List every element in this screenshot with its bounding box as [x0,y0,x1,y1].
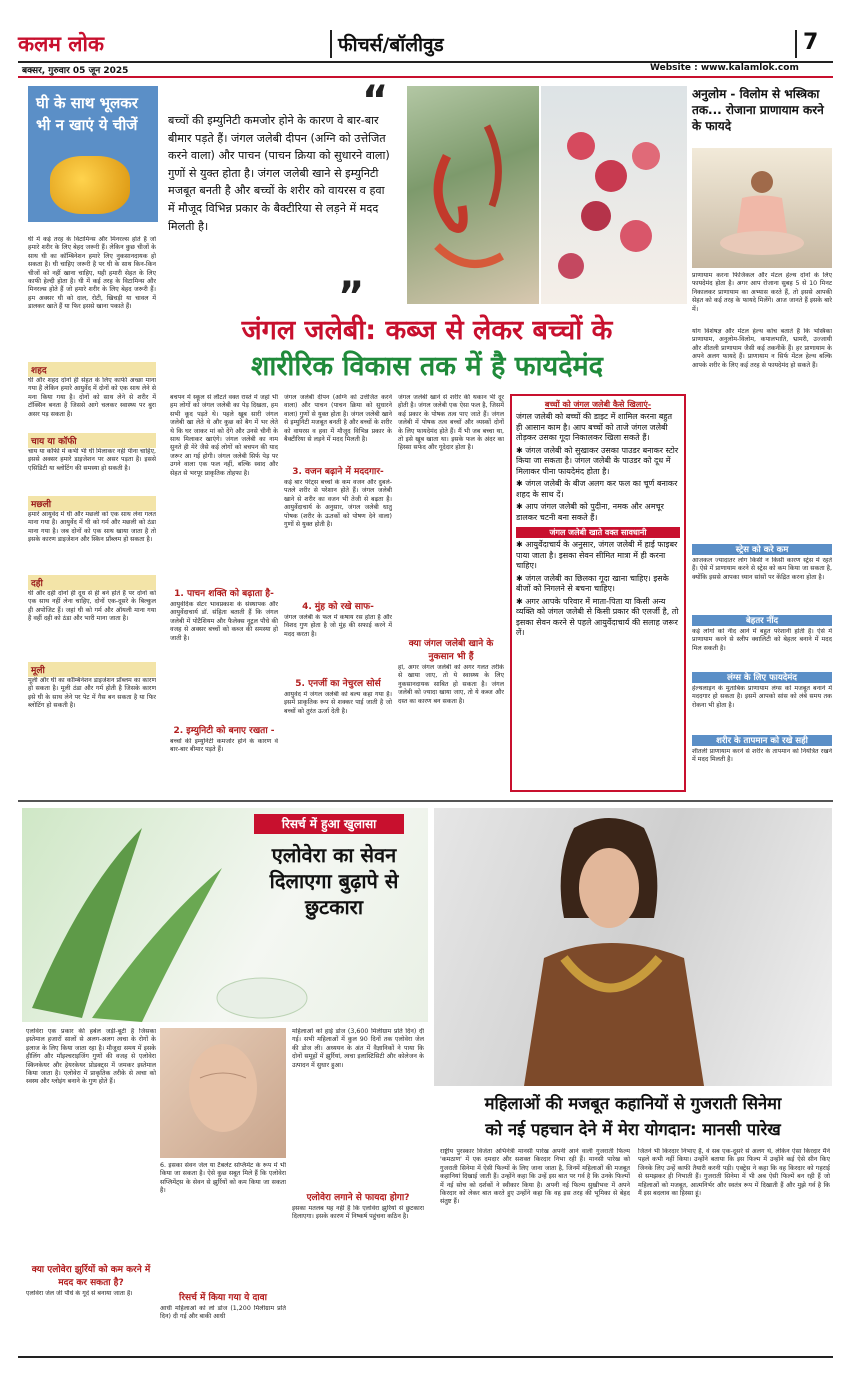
quote-open-icon: “ [362,78,389,124]
yoga-illustration [692,148,832,268]
section-body: कई लोगों को नींद आने में बहुत परेशानी होती है। ऐसे में प्राणायाम करने से स्लीप क्वालिटी को बेहतर बनाने में मदद मिल सकती है। [692,628,832,652]
section-body: चाय या कॉफी में कभी भी घी मिलाकर नहीं पीना चाहिए, इससे अक्सर हमारे डाइजेशन पर असर पड़ता है। इससे एसिडिटी या ब्लोटिंग की समस्या हो सकती है। [28,448,156,472]
box-subheading: जंगल जलेबी खाते वक्त सावधानी [516,527,680,538]
mansi-headline-line2: को नई पहचान देने में मेरा योगदान: मानसी पारेख [485,1120,781,1139]
face-illustration [160,1028,286,1158]
box-intro: जंगल जलेबी को बच्चों की डाइट में शामिल करना बहुत ही आसान काम है। आप बच्चों को ताजे जंगल जलेबी तोड़कर उसका गूदा निकालकर खिला सकते हैं। [516,412,673,442]
subheading: 1. पाचन शक्ति को बढ़ाता है- [174,589,274,599]
section-heading: बेहतर नींद [692,615,832,626]
section-heading: स्ट्रेस को करे कम [692,544,832,555]
subheading: 5. एनर्जी का नेचुरल सोर्स [295,679,381,689]
section-body: हेल्थलाइन के मुताबिक प्राणायाम लंग्स को मजबूत बनाने में मददगार हो सकता है। इसमें आपको सांस को लंबे समय तक रोकना भी होता है। [692,685,832,709]
box-item: ✱ जंगल जलेबी को सुखाकर उसका पाउडर बनाकर स्टोर किया जा सकता है। जंगल जलेबी के पाउडर को दूध में मिलाकर पीना फायदेमंद होता है। [516,445,679,476]
body-text: बच्चों की इम्युनिटी कमजोर होने के कारण वे बार-बार बीमार पड़ते हैं। [170,738,278,754]
section-body: मूली और घी का कॉम्बिनेशन डाइजेशन प्रॉब्लम का कारण हो सकता है। मूली ठंडा और गर्म होती है जिसके कारण इसे घी के साथ लेने पर पेट में गैस बन सकता है या फिर ब्लोटिंग हो सकती है। [28,677,156,710]
body-text: आयुर्वेदिक सेंटर भावप्रकाश के संस्थापक और आयुर्वेदाचार्य डॉ. संहिता बताती हैं कि जंगल जलेबी में पोटैशियम और फैलेक्स नूट्रल पौधे की वजह से अक्सर बच्चों को कब्ज की समस्या हो जाती है। [170,601,278,642]
divider [795,30,797,58]
body-text: कई बार पेरेंट्स बच्चों के कम वजन और दुबले-पतले शरीर से परेशान होते हैं। जंगल जलेबी खाने से शरीर का वजन भी तेजी से बढ़ता है। आयुर्वेदाचार्य के अनुसार, जंगल जलेबी धातु पोषक (शरीर के ऊतकों को पोषण देने वाला) गुणों से युक्त होती है। [284,479,392,529]
divider [18,800,833,802]
website-link[interactable]: Website : www.kalamlok.com [650,63,799,73]
ghee-sections [28,362,156,802]
divider [18,1356,833,1358]
jalebi-headline-line2: शारीरिक विकास तक में है फायदेमंद [250,351,604,382]
ghee-photo [50,156,130,214]
tips-box [510,394,686,792]
section-body: घी और शहद दोनों ही सेहत के लिए काफी अच्छा माना गया है लेकिन हमारे आयुर्वेद में दोनों को एक साथ लेने से मना किया गया है। दोनों को साथ लेने से शरीर में टॉक्सिन बनता है जिससे आगे चलकर स्वास्थ्य पर बुरा असर पड़ सकता है। [28,377,156,418]
jalebi-col1 [170,394,278,790]
ghee-headline: घी के साथ भूलकर भी न खाएं ये चीजें [36,94,138,134]
body-text: बचपन में स्कूल से लौटते वक्त रास्ते में जहां भी हम लोगों को जंगल जलेबी का पेड़ दिखता, हम सभी कूद पड़ते थे। पहले खूब सारी जंगल जलेबी खा लेते थे और कुछ को बैग में भर लेते थे कि घर जाकर मां को देंगे और उनसे चीनी के साथ मिलाकर खाएंगे। जंगल जलेबी का नाम सुनते ही मेरे जैसे कई लोगों को बचपन की याद जरूर आ गई होगी। जंगल जलेबी सिर्फ पेड़ पर उगने वाला एक फल नहीं, बल्कि स्वाद और सेहत से भरपूर प्राकृतिक तोहफा है। [170,394,278,477]
body-text: एलोवेरा एक प्रकार की हर्बल जड़ी-बूटी है जिसका इस्तेमाल हजारों सालों से अलग-अलग त्वचा के रोगों के इलाज के लिए किया जाता रहा है। मौजूदा समय में इसके हीलिंग और मॉइश्चराइजिंग गुणों की वजह से एलोवेरा स्किनकेयर और हेयरकेयर प्रोडक्ट्स में जमकर इस्तेमाल किया जाता है। एलोवेरा में प्राकृतिक तरीके से त्वचा को स्वस्थ और ग्लोइंग बनाने के गुण होते हैं। [26,1028,156,1086]
body-text: एलोवेरा जेल जी पौधे के गूदे से बनाया जाता है। [26,1290,133,1297]
yoga-intro: प्राणायाम करना फिजिकल और मेंटल हेल्थ दोनों के लिए फायदेमंद होता है। अगर आप रोजाना सुबह 5 से 10 मिनट निकालकर प्राणायाम का अभ्यास करते हैं, तो इससे आपकी सेहत को कई तरह के फायदे मिलेंगे। आज जानते हैं इसके बारे में। [692,272,832,313]
section-body: आजकल ज्यादातर लोग किसी न किसी कारण स्ट्रेस में रहते हैं। ऐसे में प्राणायाम करने से स्ट्रेस को कम किया जा सकता है, क्योंकि इससे आपका ध्यान सांसों पर केंद्रित करना होता है। [692,557,832,581]
section-body: हमारे आयुर्वेद में घी और मछली को एक साथ लेना गलत माना गया है। आयुर्वेद में घी को गर्म और मछली को ठंडा माना गया है। जब दोनों को एक साथ खाया जाता है तो इसके कारण डाइजेशन और स्किन प्रॉब्लम हो सकता है। [28,511,156,544]
mansi-headline-line1: महिलाओं की मजबूत कहानियों से गुजराती सिनेमा [484,1094,782,1113]
mansi-col1: राष्ट्रीय पुरस्कार विजेता अभिनेत्री मानसी पारेख अपनी आने वाली गुजराती फिल्म 'कमठाण' में एक दमदार और सशक्त किरदार निभा रही हैं। मानसी पारेख को गुजराती सिनेमा में ऐसी फिल्मों के लिए जाना जाता है, जिनमें महिलाओं की मजबूत कहानियां दिखाई जाती हैं। उन्होंने कहा कि उन्हें इस बात पर गर्व है कि उनके फिल्मों में नई सोच को दर्शकों ने स्वीकार किया है। अपनी नई फिल्म सुखीभवः में अपने किरदार को लेकर बात करते हुए उन्होंने कहा कि वह इस तरह की भूमिका से बेहद संतुष्ट हैं। [440,1148,630,1206]
body-text: जंगल जलेबी के फल में कषाय रस होता है और विशद गुण होता है जो मुंह की सफाई करने में मदद करता है। [284,614,392,638]
section-heading: शरीर के तापमान को रखे सही [692,735,832,746]
box-title: बच्चों को जंगल जलेबी कैसे खिलाएं- [544,400,652,409]
section-heading: दही [28,575,156,590]
box-item: ✱ आयुर्वेदाचार्य के अनुसार, जंगल जलेबी में हाई फाइबर पाया जाता है। इसका सेवन सीमित मात्रा में ही करना चाहिए। [516,540,678,570]
subheading: रिसर्च में किया गया ये दावा [179,1293,267,1303]
aloe-headline: एलोवेरा का सेवन दिलाएगा बुढ़ापे से छुटकारा [269,843,399,919]
body-text: 6. इसका सेवन जेल या टैबलेट सप्लिमेंट के रूप में भी किया जा सकता है। ऐसे कुछ सबूत मिले हैं कि एलोवेरा सप्लिमेंट्स के सेवन से झुर्रियों को कम किया जा सकता है। [160,1162,286,1195]
dateline: बक्सर, गुरुवार 05 जून 2025 [22,66,129,76]
subheading: 4. मुंह को रखे साफ- [302,602,374,612]
mansi-col2: जितने भी किरदार निभाए हैं, वे सब एक-दूसरे से अलग थे, लेकिन ऐसा किरदार मैंने पहले कभी नहीं किया। उन्होंने बताया कि इस फिल्म में उन्होंने कई ऐसे सीन किए जिनके लिए उन्हें काफी तैयारी करनी पड़ी। एक्ट्रेस ने कहा कि वह किरदार को गहराई से समझकर ही निभाती हैं। गुजराती सिनेमा में भी अब ऐसी फिल्में बन रही हैं जो महिलाओं को मजबूत, आत्मनिर्भर और स्वतंत्र रूप में दिखाती हैं और मुझे गर्व है कि मैं इस बदलाव का हिस्सा हूं। [638,1148,830,1198]
body-text: महिलाओं को हाई डोज (3,600 मिलीग्राम प्रति दिन) दी गई। सभी महिलाओं में कुल 90 दिनों तक एलोवेरा जेल की डोज ली। अध्ययन के अंत में वैज्ञानिकों ने पाया कि दोनों समूहों में झुर्रियां, त्वचा इलास्टिसिटी और कोलेजन के उत्पादन में सुधार हुआ। [292,1028,424,1069]
page-number: 7 [803,30,819,55]
aloe-col3 [292,1028,424,1348]
skin-photo [160,1028,286,1158]
section-heading: चाय या कॉफी [28,433,156,448]
body-text: आधी महिलाओं को लो डोज (1,200 मिलीग्राम प्रति दिन) दी गई और बाकी आधी [160,1305,286,1321]
body-text: हां, अगर जंगल जलेबी को अगर गलत तरीके से खाया जाए, तो ये स्वास्थ्य के लिए नुकसानदायक साबित हो सकता है। जंगल जलेबी को ज्यादा खाया जाए, तो ये कब्ज और दस्त का कारण बन सकता है। [398,664,504,705]
jalebi-fruit-photo [541,86,687,304]
aloe-kicker: रिसर्च में हुआ खुलासा [254,814,404,834]
jalebi-col3 [398,394,504,790]
section-heading: लंग्स के लिए फायदेमंद [692,672,832,683]
body-text: इसका मतलब यह नहीं है कि एलोवेरा झुर्रियों से छुटकारा दिलाएगा। इसके कारण में निष्कर्ष पहुंचना कठिन है। [292,1205,424,1221]
jalebi-col2 [284,394,392,790]
ghee-intro: घी में कई तरह के विटामिन्स और मिनरल्स होते हैं जो हमारे शरीर के लिए बेहद जरूरी हैं। लेकिन कुछ चीजों के साथ घी का कॉम्बिनेशन हमारे लिए नुकसानदायक हो सकता है। घी चाहिए जरूरी है पर घी के साथ किन-किन चीजों को नहीं खाना चाहिए, यही हमारी सेहत के लिए काफी हेल्दी होता है। घी में कई तरह के विटामिन्स और मिनरल्स होते हैं जो हमारे शरीर के लिए बेहद जरूरी हैं। हम अक्सर घी को दाल, रोटी, खिचड़ी या चावल में डालकर खाते हैं या फिर इससे खाना पकाते हैं। [28,236,156,311]
section-heading: शहद [28,362,156,377]
subheading: क्या जंगल जलेबी खाने के नुकसान भी हैं [408,639,494,662]
box-item: ✱ अगर आपके परिवार में माता-पिता या किसी अन्य व्यक्ति को जंगल जलेबी से किसी प्रकार की एलर्जी है, तो इसका सेवन करने से पहले आयुर्वेदाचार्य की सलाह जरूर लें। [516,596,679,637]
yoga-photo [692,148,832,268]
body-text: जंगल जलेबी खाने से शरीर की थकान भी दूर होती है। जंगल जलेबी एक ऐसा फल है, जिसमें कई प्रकार के पोषक तत्व पाए जाते हैं। जंगल जलेबी में पोषक तत्व बच्चों और व्यस्कों दोनों के लिए फायदेमंद होते हैं। मैं भी जब बच्चा था, तो इसे खूब खाता था। इसके फल के अंदर का हिस्सा सफेद और गूदेदार होता है। [398,394,504,452]
box-item: ✱ जंगल जलेबी के बीज अलग कर फल का चूर्ण बनाकर शहद के साथ दें। [516,479,678,499]
section-heading: मूली [28,662,156,677]
ghee-box [28,86,158,222]
jalebi-tree-photo [407,86,539,304]
aloe-col1 [26,1028,156,1348]
subheading: 3. वजन बढ़ाने में मददगार- [292,467,384,477]
yoga-sections [692,542,832,800]
section-body: शीतली प्राणायाम करने से शरीर के तापमान को नियंत्रित रखने में मदद मिलती है। [692,748,832,764]
yoga-body: योग विशेषज्ञ और मेंटल हेल्थ कोच बताते हैं कि भस्त्रिका प्राणायाम, अनुलोम-विलोम, कपालभाति, भ्रामरी, उज्जायी और शीतली प्राणायाम जैसी कई तकनीकें हैं। हर प्राणायाम के अपने अलग फायदे हैं। प्राणायाम न सिर्फ मेंटल हेल्थ बल्कि आपके शरीर के लिए कई तरह से फायदेमंद हो सकते हैं। [692,328,832,369]
subheading: 2. इम्युनिटी को बनाए रखता - [173,726,275,736]
subheading: क्या एलोवेरा झुर्रियों को कम करने में मदद कर सकता है? [31,1265,151,1288]
body-text: जंगल जलेबी दीपन (अग्नि को उत्तेजित करने वाला) और पाचन (पाचन क्रिया को सुधारने वाला) गुणों से युक्त होता है। जंगल जलेबी खाने से इम्युनिटी मजबूत बनती है और बच्चों के शरीर को वायरस व हवा में मौजूद विभिन्न प्रकार के बैक्टीरिया से लड़ने में मदद मिलती है। [284,394,392,444]
brand-logo: कलम लोक [18,31,105,56]
aloe-col2 [160,1162,286,1348]
box-item: ✱ आप जंगल जलेबी को पुदीना, नमक और अमचूर डालकर चटनी बना सकते हैं। [516,502,664,522]
section-title: फीचर्स/बॉलीवुड [338,34,444,56]
box-item: ✱ जंगल जलेबी का छिलका गूदा खाना चाहिए। इसके बीजों को निगलने से बचना चाहिए। [516,573,669,593]
yoga-headline: अनुलोम - विलोम से भस्त्रिका तक... रोजाना प्राणायाम करने के फायदे [692,87,824,133]
body-text: आयुर्वेद में जंगल जलेबी को बल्य कहा गया है। इसमें प्राकृतिक रूप से शक्कर पाई जाती है जो बच्चों को तुरंत ऊर्जा देती है। [284,691,392,715]
subheading: एलोवेरा लगाने से फायदा होगा? [306,1193,410,1203]
mansi-photo [434,808,832,1086]
jalebi-quote: बच्चों की इम्युनिटी कमजोर होने के कारण वे बार-बार बीमार पड़ते हैं। जंगल जलेबी दीपन (अग्नि को उत्तेजित करने वाला) और पाचन (पाचन क्रिया को सुधारने वाला) गुणों से युक्त होता है। जंगल जलेबी खाने से इम्युनिटी मजबूत बनती है और बच्चों के शरीर को वायरस व हवा में मौजूद विभिन्न प्रकार के बैक्टीरिया से लड़ने में मदद मिलती है। [168,114,390,233]
section-body: घी और दही दोनों ही दूध से ही बने होते हैं पर दोनों को एक साथ नहीं लेना चाहिए, दोनों एक-दूसरे के बिल्कुल ही अपोजिट हैं। जहां घी को गर्म और ऑयली माना गया है वहीं दही को ठंडा और भारी माना जाता है। [28,590,156,623]
quote-close-icon: ” [338,274,365,320]
fruit-illustration [541,86,687,304]
jalebi-headline-line1: जंगल जलेबी: कब्ज से लेकर बच्चों के [241,315,613,346]
divider [330,30,332,58]
section-heading: मछली [28,496,156,511]
pods-illustration [407,86,539,304]
portrait-illustration [434,808,832,1086]
